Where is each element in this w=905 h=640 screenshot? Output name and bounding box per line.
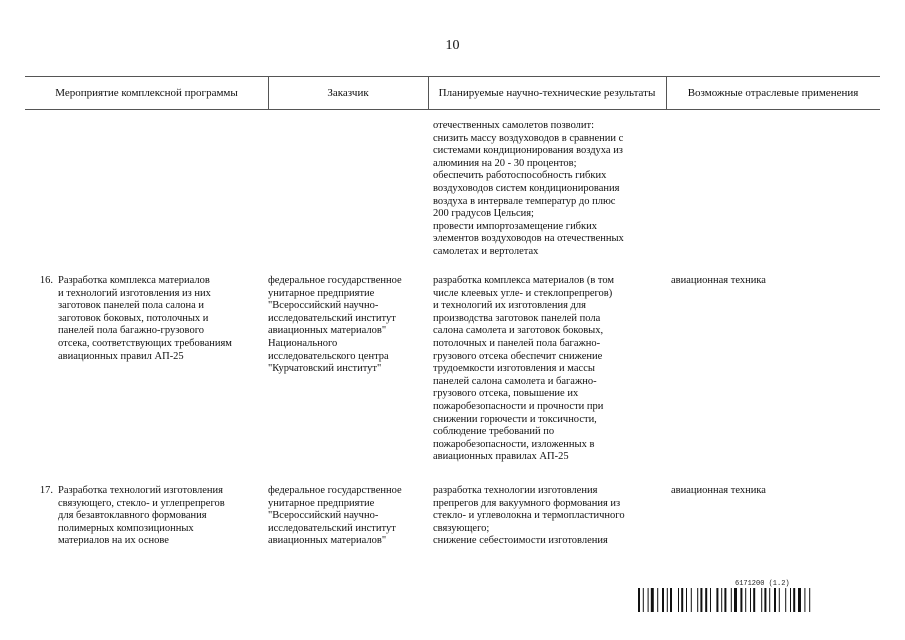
text-line: стекло- и углеволокна и термопластичного (433, 510, 625, 522)
text-line: воздуха в интервале температур до плюс (433, 195, 616, 207)
text-line: заготовок боковых, потолочных и (58, 312, 209, 324)
text-line: авиационных правилах АП-25 (433, 451, 569, 463)
barcode-label: 6171200 (1.2) (735, 580, 790, 588)
text-line: разработка технологии изготовления (433, 485, 598, 496)
text-line: федеральное государственное (268, 275, 402, 286)
text-line: самолетах и вертолетах (433, 245, 539, 257)
text-line: унитарное предприятие (268, 497, 375, 509)
text-line: связующего, стекло- и углепрепрегов (58, 497, 225, 509)
text-line: провести импортозамещение гибких (433, 220, 597, 232)
text-line: производства заготовок панелей пола (433, 312, 601, 324)
text-line: числе клеевых угле- и стеклопрепрегов) (433, 287, 613, 299)
text-line: полимерных композиционных (58, 522, 194, 534)
row-number: 17. (39, 485, 53, 496)
row-number: 16. (39, 275, 53, 286)
barcode-image (638, 588, 878, 612)
header-activity: Мероприятие комплексной программы (55, 87, 238, 99)
text-line: отсека, соответствующих требованиям (58, 337, 232, 349)
text-line: грузового отсека, повышение их (433, 388, 579, 400)
text-line: 200 градусов Цельсия; (433, 208, 534, 220)
program-table (25, 76, 880, 547)
text-line: "Курчатовский институт" (268, 363, 382, 375)
text-line: алюминия на 20 - 30 процентов; (433, 157, 577, 169)
text-line: снижение себестоимости изготовления (433, 535, 608, 547)
application-cell: авиационная техника (671, 485, 766, 496)
text-line: исследовательский институт (268, 312, 396, 324)
text-line: отечественных самолетов позволит: (433, 120, 595, 131)
text-line: унитарное предприятие (268, 287, 375, 299)
text-line: воздуховодов систем кондиционирования (433, 182, 620, 194)
text-line: элементов воздуховодов на отечественных (433, 233, 624, 245)
text-line: авиационных материалов" (268, 535, 387, 547)
text-line: препрегов для вакуумного формования из (433, 497, 621, 509)
text-line: Разработка комплекса материалов (58, 275, 210, 286)
text-line: авиационных правил АП-25 (58, 350, 184, 362)
text-line: связующего; (433, 522, 490, 534)
page-number: 10 (445, 38, 460, 53)
header-customer: Заказчик (327, 87, 369, 99)
text-line: исследовательский институт (268, 522, 396, 534)
text-line: Разработка технологий изготовления (58, 485, 223, 496)
header-results: Планируемые научно-технические результаты (438, 87, 656, 99)
customer-cell (268, 275, 428, 376)
text-line: авиационных материалов" (268, 325, 387, 337)
text-line: заготовок панелей пола салона и (58, 300, 205, 312)
results-cell (433, 120, 663, 259)
header-applications: Возможные отраслевые применения (687, 87, 859, 99)
text-line: системами кондиционирования воздуха из (433, 145, 623, 157)
text-line: и технологий изготовления из них (58, 287, 211, 299)
results-cell (433, 485, 663, 548)
text-line: грузового отсека обеспечит снижение (433, 350, 603, 362)
text-line: панелей пола багажно-грузового (58, 325, 204, 337)
text-line: "Всероссийский научно- (268, 510, 379, 522)
table-header (25, 76, 880, 110)
text-line: трудоемкости изготовления и массы (433, 363, 595, 375)
text-line: для безавтоклавного формования (58, 510, 207, 522)
text-line: пожаробезопасности, изложенных в (433, 438, 595, 450)
text-line: панелей салона самолета и багажно- (433, 375, 597, 387)
text-line: "Всероссийский научно- (268, 300, 379, 312)
customer-cell (268, 485, 428, 548)
text-line: салона самолета и заготовок боковых, (433, 325, 604, 337)
text-line: и технологий их изготовления для (433, 300, 586, 312)
text-line: обеспечить работоспособность гибких (433, 170, 607, 182)
text-line: материалов на их основе (58, 535, 169, 547)
application-cell: авиационная техника (671, 275, 766, 286)
text-line: снизить массу воздуховодов в сравнении с (433, 132, 624, 144)
text-line: исследовательского центра (268, 350, 389, 362)
text-line: потолочных и панелей пола багажно- (433, 337, 601, 349)
text-line: соблюдение требований по (433, 426, 555, 438)
text-line: разработка комплекса материалов (в том (433, 275, 615, 286)
text-line: пожаробезопасности и прочности при (433, 400, 604, 412)
text-line: снижении горючести и токсичности, (433, 413, 597, 425)
results-cell (433, 275, 663, 464)
text-line: федеральное государственное (268, 485, 402, 496)
activity-cell (58, 485, 258, 548)
text-line: Национального (268, 337, 338, 349)
activity-cell (58, 275, 258, 363)
